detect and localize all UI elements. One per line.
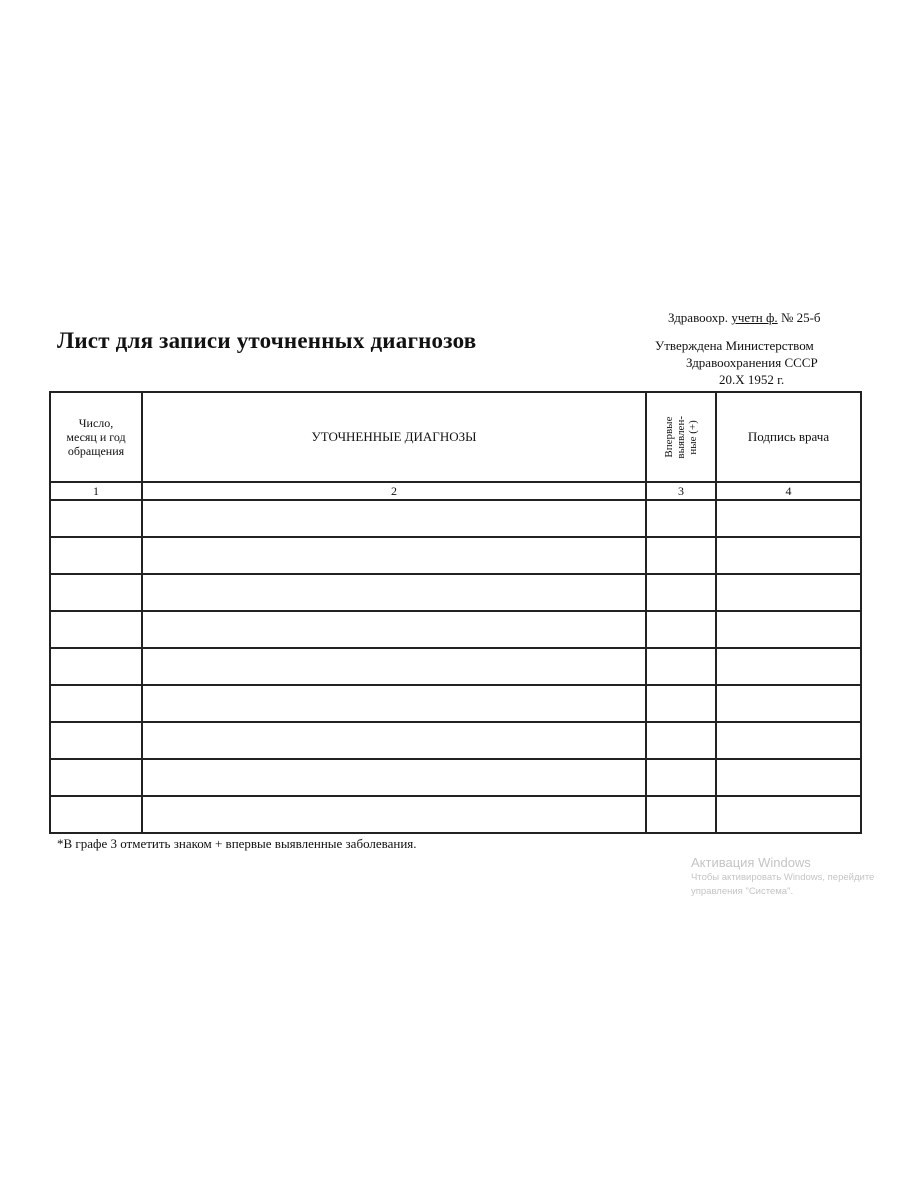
date-cell[interactable] [50, 500, 142, 537]
column-header-date [50, 392, 142, 482]
table-row [50, 574, 861, 611]
signature-cell[interactable] [716, 722, 861, 759]
footnote: *В графе 3 отметить знаком + впервые выявленные заболевания. [57, 836, 417, 851]
first-detected-cell[interactable] [646, 722, 716, 759]
first-detected-cell[interactable] [646, 685, 716, 722]
table-row [50, 537, 861, 574]
column-numbers-row [50, 482, 861, 500]
signature-cell[interactable] [716, 685, 861, 722]
first-detected-cell[interactable] [646, 574, 716, 611]
column-header-first-detected-label: Впервые выявлен- ные (+) [663, 415, 699, 459]
column-number-3: 3 [646, 482, 716, 500]
diagnosis-cell[interactable] [142, 722, 646, 759]
form-code [668, 310, 821, 326]
column-header-diagnoses-label: УТОЧНЕННЫЕ ДИАГНОЗЫ [311, 429, 477, 444]
signature-cell[interactable] [716, 796, 861, 833]
column-header-signature [716, 392, 861, 482]
watermark-line-1: Чтобы активировать Windows, перейдите [691, 872, 875, 883]
diagnosis-cell[interactable] [142, 759, 646, 796]
table-row [50, 722, 861, 759]
date-cell[interactable] [50, 537, 142, 574]
form-code-suffix: № 25-б [780, 310, 821, 325]
approval-line-1: Утверждена Министерством [655, 338, 814, 353]
column-header-first-detected [646, 392, 716, 482]
first-detected-cell[interactable] [646, 796, 716, 833]
date-cell[interactable] [50, 685, 142, 722]
signature-cell[interactable] [716, 574, 861, 611]
signature-cell[interactable] [716, 500, 861, 537]
watermark-line-2: управления "Система". [691, 886, 794, 897]
column-header-signature-label: Подпись врача [747, 429, 830, 444]
diagnosis-cell[interactable] [142, 500, 646, 537]
signature-cell[interactable] [716, 648, 861, 685]
diagnosis-cell[interactable] [142, 648, 646, 685]
date-cell[interactable] [50, 722, 142, 759]
column-header-diagnoses [142, 392, 646, 482]
table-row [50, 611, 861, 648]
first-detected-cell[interactable] [646, 648, 716, 685]
date-cell[interactable] [50, 574, 142, 611]
table-body [50, 500, 861, 833]
signature-cell[interactable] [716, 611, 861, 648]
date-cell[interactable] [50, 796, 142, 833]
windows-activation-watermark [691, 855, 874, 899]
form-title: Лист для записи уточненных диагнозов [57, 328, 477, 353]
column-number-2: 2 [142, 482, 646, 500]
table-row [50, 759, 861, 796]
form-code-underlined: учетн ф. [731, 310, 778, 325]
diagnosis-cell[interactable] [142, 796, 646, 833]
diagnosis-cell[interactable] [142, 537, 646, 574]
table-row [50, 500, 861, 537]
table-row [50, 685, 861, 722]
date-cell[interactable] [50, 611, 142, 648]
date-cell[interactable] [50, 759, 142, 796]
first-detected-cell[interactable] [646, 611, 716, 648]
table-row [50, 648, 861, 685]
diagnosis-cell[interactable] [142, 685, 646, 722]
header-row [50, 392, 861, 482]
first-detected-cell[interactable] [646, 500, 716, 537]
first-detected-cell[interactable] [646, 759, 716, 796]
column-number-4: 4 [716, 482, 861, 500]
date-cell[interactable] [50, 648, 142, 685]
watermark-title: Активация Windows [691, 855, 811, 870]
first-detected-cell[interactable] [646, 537, 716, 574]
approval-line-3: 20.X 1952 г. [719, 372, 785, 387]
diagnosis-cell[interactable] [142, 611, 646, 648]
approval-line-2: Здравоохранения СССР [686, 355, 818, 370]
diagnoses-table [49, 391, 862, 834]
column-header-date-label: Число, месяц и год обращения [66, 416, 126, 458]
approval-block [640, 337, 860, 388]
signature-cell[interactable] [716, 759, 861, 796]
diagnosis-cell[interactable] [142, 574, 646, 611]
table-row [50, 796, 861, 833]
signature-cell[interactable] [716, 537, 861, 574]
form-code-prefix: Здравоохр. [668, 310, 729, 325]
column-number-1: 1 [50, 482, 142, 500]
